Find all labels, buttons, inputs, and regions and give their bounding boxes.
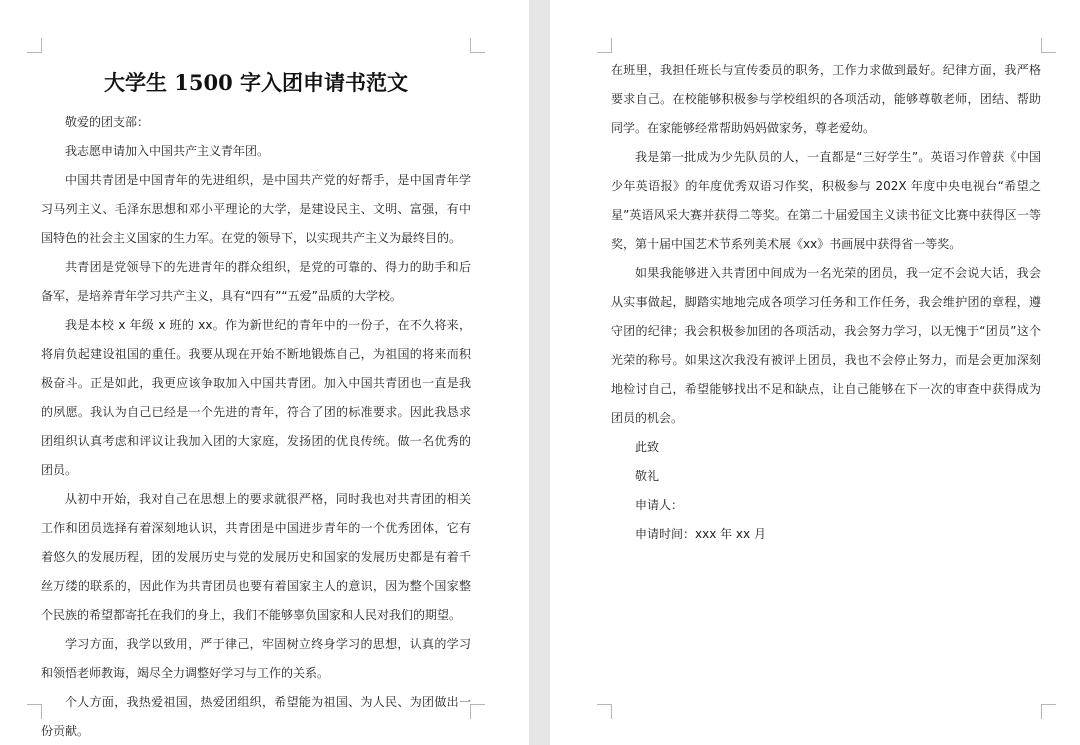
document-page-right [550,0,1080,745]
paragraph: 我志愿申请加入中国共产主义青年团。 [65,144,270,158]
page-corner-mark [27,38,42,53]
page-body [41,62,471,745]
paragraph: 学习方面，我学以致用，严于律己，牢固树立终身学习的思想，认真的学习和领悟老师教诲，竭尽全力调整好学习与工作的关系。 [41,637,471,680]
closing-line: 敬礼 [635,469,660,483]
page-corner-mark [470,38,485,53]
application-date: 申请时间：xxx 年 xx 月 [635,527,766,541]
document-page-left [0,0,529,745]
paragraph: 个人方面，我热爱祖国，热爱团组织，希望能为祖国、为人民、为团做出一份贡献。 [41,695,471,738]
paragraph: 我是本校 x 年级 x 班的 xx。作为新世纪的青年中的一份子，在不久将来，将肩负起建设祖国的重任。我要从现在开始不断地锻炼自己，为祖国的将来而积极奋斗。正是如此，我更应该争取加入中国共青团。加入中国共青团也一直是我的夙愿。我认为自己已经是一个先进的青年，符合了团的标准要求。因此我恳求团组织认真考虑和评议让我加入团的大家庭，发扬团的优良传统。做一名优秀的团员。 [41,318,471,477]
applicant-label: 申请人： [635,498,684,512]
paragraph: 从初中开始，我对自己在思想上的要求就很严格，同时我也对共青团的相关工作和团员选择有着深刻地认识，共青团是中国进步青年的一个优秀团体，它有着悠久的发展历程，团的发展历史与党的发展历史和国家的发展历史都是有着千丝万缕的联系的，因此作为共青团员也要有着国家主人的意识，因为整个国家整个民族的希望都寄托在我们的身上，我们不能够辜负国家和人民对我们的期望。 [41,492,471,622]
page-corner-mark [597,704,612,719]
page-corner-mark [1041,38,1056,53]
paragraph: 中国共青团是中国青年的先进组织，是中国共产党的好帮手，是中国青年学习马列主义、毛泽东思想和邓小平理论的大学，是建设民主、文明、富强，有中国特色的社会主义国家的生力军。在党的领导下，以实现共产主义为最终目的。 [41,173,471,245]
page-corner-mark [27,704,42,719]
salutation: 敬爱的团支部： [65,115,150,129]
paragraph: 共青团是党领导下的先进青年的群众组织，是党的可靠的、得力的助手和后备军，是培养青年学习共产主义，具有“四有”“五爱”品质的大学校。 [41,260,471,303]
page-corner-mark [597,38,612,53]
paragraph: 如果我能够进入共青团中间成为一名光荣的团员，我一定不会说大话，我会从实事做起，脚踏实地地完成各项学习任务和工作任务，我会维护团的章程，遵守团的纪律；我会积极参加团的各项活动，我会努力学习，以无愧于“团员”这个光荣的称号。如果这次我没有被评上团员，我也不会停止努力，而是会更加深刻地检讨自己，希望能够找出不足和缺点，让自己能够在下一次的审查中获得成为团员的机会。 [611,266,1041,425]
document-title: 大学生 1500 字入团申请书范文 [103,70,409,95]
paragraph: 我是第一批成为少先队员的人，一直都是“三好学生”。英语习作曾获《中国少年英语报》的年度优秀双语习作奖，积极参与 202X 年度中央电视台“希望之星”英语风采大赛并获得二等奖。在第二十届爱国主义读书征文比赛中获得区一等奖，第十届中国艺术节系列美术展《xx》书画展中获得省一等奖。 [611,150,1041,251]
page-body [611,56,1041,549]
closing-line: 此致 [635,440,660,454]
page-corner-mark [1041,704,1056,719]
page-corner-mark [470,704,485,719]
paragraph: 在班里，我担任班长与宣传委员的职务，工作力求做到最好。纪律方面，我严格要求自己。在校能够积极参与学校组织的各项活动，能够尊敬老师，团结、帮助同学。在家能够经常帮助妈妈做家务，尊老爱幼。 [611,63,1041,135]
